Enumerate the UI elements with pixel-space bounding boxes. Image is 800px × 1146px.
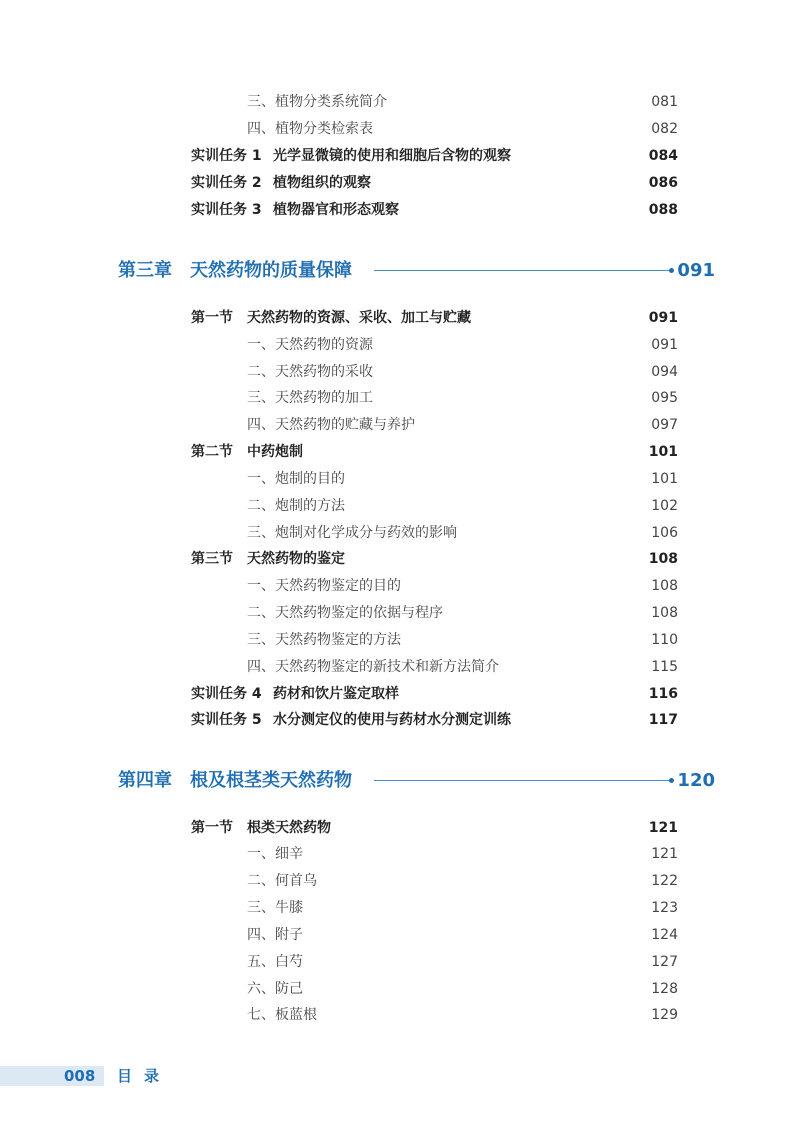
chapter-page: 120: [677, 770, 715, 791]
toc-entry[interactable]: [0, 334, 800, 356]
toc-entry-title: 四、天然药物的贮藏与养护: [247, 417, 415, 433]
toc-entry-page: 124: [651, 927, 678, 943]
toc-entry-page: 129: [651, 1007, 678, 1023]
toc-entry-title: 三、植物分类系统简介: [247, 94, 387, 110]
toc-entry[interactable]: [0, 387, 800, 409]
toc-entry-page: 123: [651, 900, 678, 916]
toc-entry-page: 091: [651, 337, 678, 353]
toc-entry-title: 四、附子: [247, 927, 303, 943]
toc-task-entry[interactable]: [0, 145, 800, 167]
toc-entry-title: 一、炮制的目的: [247, 471, 345, 487]
toc-entry-title: 五、白芍: [247, 954, 303, 970]
section-title: 天然药物的资源、采收、加工与贮藏: [247, 310, 471, 326]
task-title: 光学显微镜的使用和细胞后含物的观察: [273, 148, 511, 164]
toc-entry[interactable]: [0, 468, 800, 490]
toc-entry-title: 一、天然药物鉴定的目的: [247, 578, 401, 594]
toc-entry[interactable]: [0, 656, 800, 678]
toc-entry-page: 108: [651, 605, 678, 621]
toc-entry[interactable]: [0, 602, 800, 624]
toc-entry[interactable]: [0, 361, 800, 383]
toc-entry[interactable]: [0, 414, 800, 436]
toc-entry[interactable]: [0, 522, 800, 544]
toc-entry-page: 128: [651, 981, 678, 997]
toc-entry[interactable]: [0, 978, 800, 1000]
toc-task-entry[interactable]: [0, 199, 800, 221]
toc-entry-page: 127: [651, 954, 678, 970]
toc-entry-page: 122: [651, 873, 678, 889]
toc-entry[interactable]: [0, 897, 800, 919]
footer-page-number: 008: [64, 1067, 96, 1085]
toc-entry[interactable]: [0, 951, 800, 973]
task-title: 植物组织的观察: [273, 175, 371, 191]
chapter-title: 天然药物的质量保障: [190, 260, 352, 281]
section-label: 第一节: [191, 310, 233, 326]
toc-entry-title: 三、天然药物的加工: [247, 390, 373, 406]
toc-entry-page: 091: [648, 310, 678, 326]
toc-entry[interactable]: [0, 629, 800, 651]
toc-entry-title: 三、炮制对化学成分与药效的影响: [247, 525, 457, 541]
toc-entry-page: 095: [651, 390, 678, 406]
toc-entry-title: 七、板蓝根: [247, 1007, 317, 1023]
toc-entry-page: 121: [648, 820, 678, 836]
footer-section-title: 目录: [117, 1067, 172, 1085]
toc-entry-page: 106: [651, 525, 678, 541]
task-label: 实训任务 4: [191, 686, 262, 702]
toc-entry-title: 一、细辛: [247, 846, 303, 862]
task-label: 实训任务 5: [191, 712, 262, 728]
task-label: 实训任务 1: [191, 148, 262, 164]
toc-entry-page: 121: [651, 846, 678, 862]
section-label: 第三节: [191, 551, 233, 567]
toc-entry[interactable]: [0, 870, 800, 892]
task-title: 植物器官和形态观察: [273, 202, 399, 218]
toc-entry-page: 110: [651, 632, 678, 648]
section-label: 第一节: [191, 820, 233, 836]
toc-entry[interactable]: [0, 575, 800, 597]
toc-entry-title: 二、炮制的方法: [247, 498, 345, 514]
task-title: 水分测定仪的使用与药材水分测定训练: [273, 712, 511, 728]
section-title: 中药炮制: [247, 444, 303, 460]
toc-entry[interactable]: [0, 843, 800, 865]
toc-entry-title: 四、天然药物鉴定的新技术和新方法简介: [247, 659, 499, 675]
toc-entry-page: 116: [648, 686, 678, 702]
toc-section-entry[interactable]: [0, 307, 800, 329]
toc-entry-title: 三、牛膝: [247, 900, 303, 916]
toc-entry-page: 101: [648, 444, 678, 460]
section-title: 根类天然药物: [247, 820, 331, 836]
toc-entry-page: 081: [651, 94, 678, 110]
task-label: 实训任务 2: [191, 175, 262, 191]
chapter-heading[interactable]: [0, 766, 800, 796]
section-label: 第二节: [191, 444, 233, 460]
toc-section-entry[interactable]: [0, 441, 800, 463]
chapter-leader-line: [374, 270, 670, 271]
toc-entry[interactable]: [0, 924, 800, 946]
chapter-leader-dot: [669, 268, 674, 273]
toc-entry-title: 一、天然药物的资源: [247, 337, 373, 353]
toc-entry-page: 084: [648, 148, 678, 164]
toc-entry-title: 二、天然药物的采收: [247, 364, 373, 380]
toc-entry-page: 108: [648, 551, 678, 567]
chapter-title: 根及根茎类天然药物: [190, 770, 352, 791]
toc-entry[interactable]: [0, 91, 800, 113]
toc-entry-page: 101: [651, 471, 678, 487]
chapter-leader-line: [374, 780, 670, 781]
task-label: 实训任务 3: [191, 202, 262, 218]
chapter-label: 第四章: [118, 770, 172, 791]
chapter-leader-dot: [669, 778, 674, 783]
toc-entry-title: 四、植物分类检索表: [247, 121, 373, 137]
toc-entry-page: 102: [651, 498, 678, 514]
task-title: 药材和饮片鉴定取样: [273, 686, 399, 702]
toc-task-entry[interactable]: [0, 709, 800, 731]
toc-section-entry[interactable]: [0, 817, 800, 839]
toc-entry-page: 108: [651, 578, 678, 594]
toc-entry-title: 二、何首乌: [247, 873, 317, 889]
toc-entry-title: 二、天然药物鉴定的依据与程序: [247, 605, 443, 621]
toc-section-entry[interactable]: [0, 548, 800, 570]
toc-entry-page: 094: [651, 364, 678, 380]
toc-entry[interactable]: [0, 495, 800, 517]
toc-entry-page: 115: [651, 659, 678, 675]
chapter-heading[interactable]: [0, 256, 800, 286]
toc-entry[interactable]: [0, 118, 800, 140]
toc-entry-page: 088: [648, 202, 678, 218]
toc-entry-page: 117: [648, 712, 678, 728]
toc-entry-title: 六、防己: [247, 981, 303, 997]
toc-task-entry[interactable]: [0, 172, 800, 194]
toc-entry-page: 082: [651, 121, 678, 137]
chapter-page: 091: [677, 260, 715, 281]
toc-task-entry[interactable]: [0, 683, 800, 705]
chapter-label: 第三章: [118, 260, 172, 281]
toc-entry[interactable]: [0, 1004, 800, 1026]
section-title: 天然药物的鉴定: [247, 551, 345, 567]
toc-entry-title: 三、天然药物鉴定的方法: [247, 632, 401, 648]
toc-entry-page: 097: [651, 417, 678, 433]
toc-entry-page: 086: [648, 175, 678, 191]
